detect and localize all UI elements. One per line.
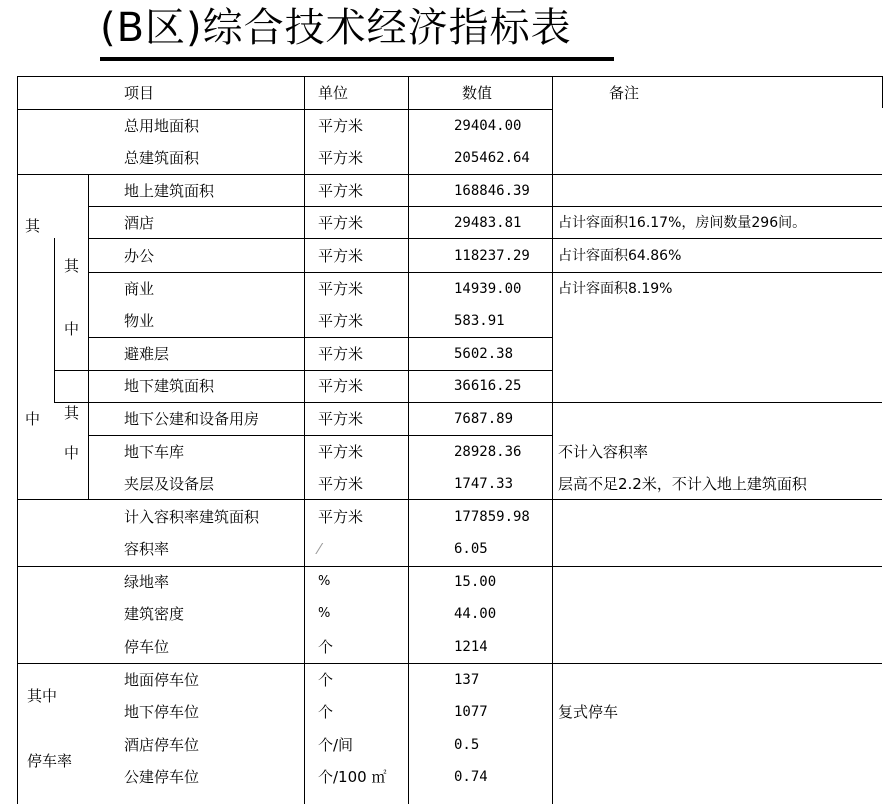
note-cell: 占计容面积8.19% xyxy=(558,281,673,297)
value-cell: 29483.81 xyxy=(454,215,522,231)
unit-cell: 平方米 xyxy=(318,182,364,200)
item-cell: 地下停车位 xyxy=(124,703,200,721)
row-separator xyxy=(17,174,882,175)
column-separator xyxy=(408,76,409,804)
header-item: 项目 xyxy=(124,84,155,102)
item-cell: 物业 xyxy=(124,312,155,330)
item-cell: 办公 xyxy=(124,247,155,265)
value-cell: 137 xyxy=(454,672,480,688)
table-right-border xyxy=(882,76,883,108)
value-cell: 1077 xyxy=(454,704,488,720)
unit-cell: 平方米 xyxy=(318,345,364,363)
row-separator xyxy=(17,109,552,110)
note-cell: 层高不足2.2米，不计入地上建筑面积 xyxy=(558,475,807,493)
note-cell: 占计容面积64.86% xyxy=(558,248,682,264)
unit-cell: 平方米 xyxy=(318,410,364,428)
value-cell: 205462.64 xyxy=(454,150,530,166)
value-cell: 14939.00 xyxy=(454,281,522,297)
item-cell: 地下公建和设备用房 xyxy=(124,410,260,428)
row-separator xyxy=(54,402,882,403)
note-cell: 占计容面积16.17%，房间数量296间。 xyxy=(558,215,807,231)
column-separator xyxy=(552,76,553,804)
group-label-qi: 其 xyxy=(25,217,41,235)
unit-cell: 平方米 xyxy=(318,377,364,395)
header-note: 备注 xyxy=(609,84,640,102)
unit-cell: 平方米 xyxy=(318,312,364,330)
value-cell: 5602.38 xyxy=(454,346,514,362)
item-cell: 地下车库 xyxy=(124,443,185,461)
item-cell: 酒店停车位 xyxy=(124,736,200,754)
unit-cell: 个 xyxy=(318,703,334,721)
row-separator xyxy=(88,272,882,273)
unit-cell: ⁄ xyxy=(318,540,321,558)
unit-cell: 个/间 xyxy=(318,736,354,754)
value-cell: 7687.89 xyxy=(454,411,514,427)
unit-cell: 平方米 xyxy=(318,247,364,265)
header-unit: 单位 xyxy=(318,84,349,102)
header-value: 数值 xyxy=(462,84,493,102)
value-cell: 118237.29 xyxy=(454,248,530,264)
value-cell: 583.91 xyxy=(454,313,505,329)
value-cell: 1747.33 xyxy=(454,476,514,492)
page-title: (B区)综合技术经济指标表 xyxy=(100,5,572,51)
unit-cell: 个 xyxy=(318,638,334,656)
value-cell: 15.00 xyxy=(454,574,497,590)
column-separator xyxy=(304,76,305,804)
item-cell: 酒店 xyxy=(124,214,155,232)
row-separator xyxy=(88,337,552,338)
item-cell: 容积率 xyxy=(124,540,170,558)
column-separator xyxy=(88,174,89,499)
value-cell: 177859.98 xyxy=(454,509,530,525)
item-cell: 地下建筑面积 xyxy=(124,377,215,395)
parking-rate-label: 停车率 xyxy=(27,752,73,770)
item-cell: 地上建筑面积 xyxy=(124,182,215,200)
unit-cell: 个/100 ㎡ xyxy=(318,768,387,786)
row-separator xyxy=(88,238,882,239)
unit-cell: 平方米 xyxy=(318,214,364,232)
item-cell: 公建停车位 xyxy=(124,768,200,786)
row-separator xyxy=(88,206,882,207)
group-label-zhong: 中 xyxy=(25,410,41,428)
subgroup-label-qi: 其 xyxy=(64,257,80,275)
unit-cell: % xyxy=(318,606,331,621)
value-cell: 0.5 xyxy=(454,737,480,753)
row-separator xyxy=(17,566,882,567)
column-separator xyxy=(54,238,55,402)
item-cell: 地面停车位 xyxy=(124,671,200,689)
value-cell: 28928.36 xyxy=(454,444,522,460)
value-cell: 168846.39 xyxy=(454,183,530,199)
unit-cell: 平方米 xyxy=(318,508,364,526)
subgroup-label-qi: 其 xyxy=(64,404,80,422)
unit-cell: 平方米 xyxy=(318,475,364,493)
item-cell: 总用地面积 xyxy=(124,117,200,135)
item-cell: 建筑密度 xyxy=(124,605,185,623)
row-separator xyxy=(54,370,552,371)
unit-cell: 个 xyxy=(318,671,334,689)
row-separator xyxy=(88,435,552,436)
value-cell: 0.74 xyxy=(454,769,488,785)
row-separator xyxy=(17,663,882,664)
subgroup-label-zhong: 中 xyxy=(64,320,80,338)
item-cell: 商业 xyxy=(124,280,155,298)
item-cell: 总建筑面积 xyxy=(124,149,200,167)
parking-group-label: 其中 xyxy=(27,687,58,705)
table-top-border xyxy=(17,76,882,77)
value-cell: 44.00 xyxy=(454,606,497,622)
item-cell: 避难层 xyxy=(124,345,170,363)
unit-cell: 平方米 xyxy=(318,280,364,298)
item-cell: 绿地率 xyxy=(124,573,170,591)
subgroup-label-zhong: 中 xyxy=(64,444,80,462)
value-cell: 6.05 xyxy=(454,541,488,557)
value-cell: 29404.00 xyxy=(454,118,522,134)
item-cell: 停车位 xyxy=(124,638,170,656)
note-cell: 复式停车 xyxy=(558,703,619,721)
unit-cell: 平方米 xyxy=(318,443,364,461)
value-cell: 36616.25 xyxy=(454,378,522,394)
note-cell: 不计入容积率 xyxy=(558,443,649,461)
unit-cell: 平方米 xyxy=(318,117,364,135)
value-cell: 1214 xyxy=(454,639,488,655)
item-cell: 夹层及设备层 xyxy=(124,475,215,493)
row-separator xyxy=(17,499,882,500)
unit-cell: 平方米 xyxy=(318,149,364,167)
item-cell: 计入容积率建筑面积 xyxy=(124,508,260,526)
table-left-border xyxy=(17,76,18,804)
unit-cell: % xyxy=(318,574,331,589)
